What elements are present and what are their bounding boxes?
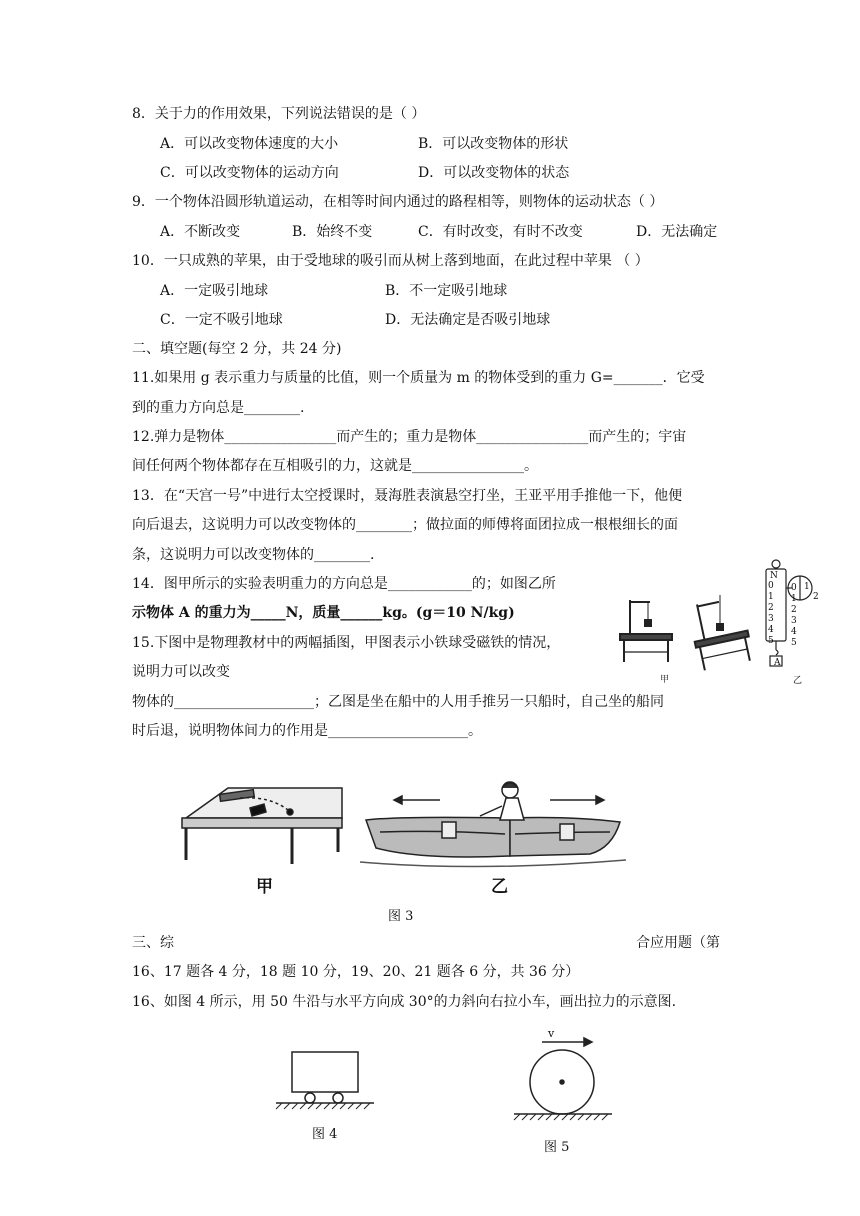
spring-tick-1: 1	[768, 592, 774, 602]
q8-option-a: A．可以改变物体速度的大小	[160, 136, 339, 152]
q12-line-2: 间任何两个物体都存在互相吸引的力，这就是________________。	[132, 458, 538, 474]
section-3-heading-left: 三、综	[132, 935, 174, 951]
q8-option-c: C．可以改变物体的运动方向	[160, 165, 339, 181]
q10-option-a: A．一定吸引地球	[160, 283, 269, 299]
q13-line-2: 向后退去，这说明力可以改变物体的________；做拉面的师傅将面团拉成一根根细长的面	[132, 517, 678, 533]
figure-3-label-yi: 乙	[491, 877, 508, 897]
q9-option-c: C．有时改变，有时不改变	[418, 224, 583, 240]
spring-right-tick-3: 3	[791, 616, 797, 626]
q14-line-1: 14．图甲所示的实验表明重力的方向总是____________的；如图乙所	[132, 576, 556, 592]
section-2-heading: 二、填空题(每空 2 分，共 24 分)	[132, 341, 342, 357]
figure-5-ball	[508, 1030, 618, 1124]
spring-inset-tick-1: 1	[804, 582, 810, 592]
q10-option-d: D．无法确定是否吸引地球	[385, 312, 551, 328]
spring-caption-yi: 乙	[793, 676, 803, 686]
q8-stem: 8．关于力的作用效果，下列说法错误的是（ ）	[132, 106, 426, 122]
spring-object-label: A	[774, 658, 781, 668]
q15-line-4: 时后退，说明物体间力的作用是____________________。	[132, 723, 482, 739]
spring-right-tick-2: 2	[791, 605, 797, 615]
spring-right-tick-4: 4	[791, 627, 797, 637]
plumb-line-figure	[608, 590, 778, 680]
spring-right-tick-1: 1	[791, 594, 797, 604]
q8-option-d: D．可以改变物体的状态	[418, 165, 570, 181]
spring-inset-tick-2: 2	[813, 592, 819, 602]
q9-stem: 9．一个物体沿圆形轨道运动，在相等时间内通过的路程相等，则物体的运动状态（ ）	[132, 194, 664, 210]
section-3-heading-right: 合应用题（第	[636, 935, 720, 951]
figure-3-caption: 图 3	[388, 909, 414, 924]
spring-tick-2: 2	[768, 603, 774, 613]
q9-option-a: A．不断改变	[160, 224, 241, 240]
figure-5-caption: 图 5	[544, 1140, 570, 1155]
spring-tick-3: 3	[768, 614, 774, 624]
figure-3-label-jia: 甲	[256, 877, 273, 897]
spring-tick-5: 5	[768, 636, 774, 646]
q13-line-3: 条，这说明力可以改变物体的________.	[132, 547, 375, 563]
q14-line-2: 示物体 A 的重力为_____N，质量______kg。(g＝10 N/kg)	[132, 605, 515, 621]
figure-4-cart	[274, 1046, 378, 1110]
spring-scale-unit: N	[770, 571, 778, 581]
figure-5-velocity-label: v	[548, 1027, 555, 1040]
spring-right-tick-0: 0	[791, 583, 797, 593]
q15-line-2: 说明力可以改变	[132, 664, 230, 680]
figure-4-caption: 图 4	[312, 1127, 338, 1142]
q11-line-2: 到的重力方向总是________.	[132, 400, 305, 416]
figure-3-illustration	[180, 776, 720, 876]
q10-stem: 10．一只成熟的苹果，由于受地球的吸引而从树上落到地面，在此过程中苹果 （ ）	[132, 253, 649, 269]
q15-line-3: 物体的____________________；乙图是坐在船中的人用手推另一只船时，自己坐的船同	[132, 694, 664, 710]
q8-option-b: B．可以改变物体的形状	[418, 136, 569, 152]
plumb-caption-jia: 甲	[660, 675, 670, 685]
section-3-scoring: 16、17 题各 4 分，18 题 10 分，19、20、21 题各 6 分，共 36 分）	[132, 964, 580, 980]
q15-line-1: 15.下图中是物理教材中的两幅插图，甲图表示小铁球受磁铁的情况，	[132, 635, 561, 651]
spring-tick-0: 0	[768, 581, 774, 591]
q11-line-1: 11.如果用 g 表示重力与质量的比值，则一个质量为 m 的物体受到的重力 G=_______．它受	[132, 370, 705, 386]
q16-stem: 16、如图 4 所示，用 50 牛沿与水平方向成 30°的力斜向右拉小车，画出拉力的示意图.	[132, 994, 677, 1010]
q10-option-c: C．一定不吸引地球	[160, 312, 283, 328]
q12-line-1: 12.弹力是物体________________而产生的；重力是物体________________而产生的；宇宙	[132, 429, 687, 445]
q9-option-d: D．无法确定	[636, 224, 718, 240]
spring-right-tick-5: 5	[791, 638, 797, 648]
spring-tick-4: 4	[768, 625, 774, 635]
q10-option-b: B．不一定吸引地球	[385, 283, 508, 299]
q9-option-b: B．始终不变	[292, 224, 373, 240]
q13-line-1: 13．在“天宫一号”中进行太空授课时，聂海胜表演悬空打坐，王亚平用手推他一下，他便	[132, 488, 683, 504]
